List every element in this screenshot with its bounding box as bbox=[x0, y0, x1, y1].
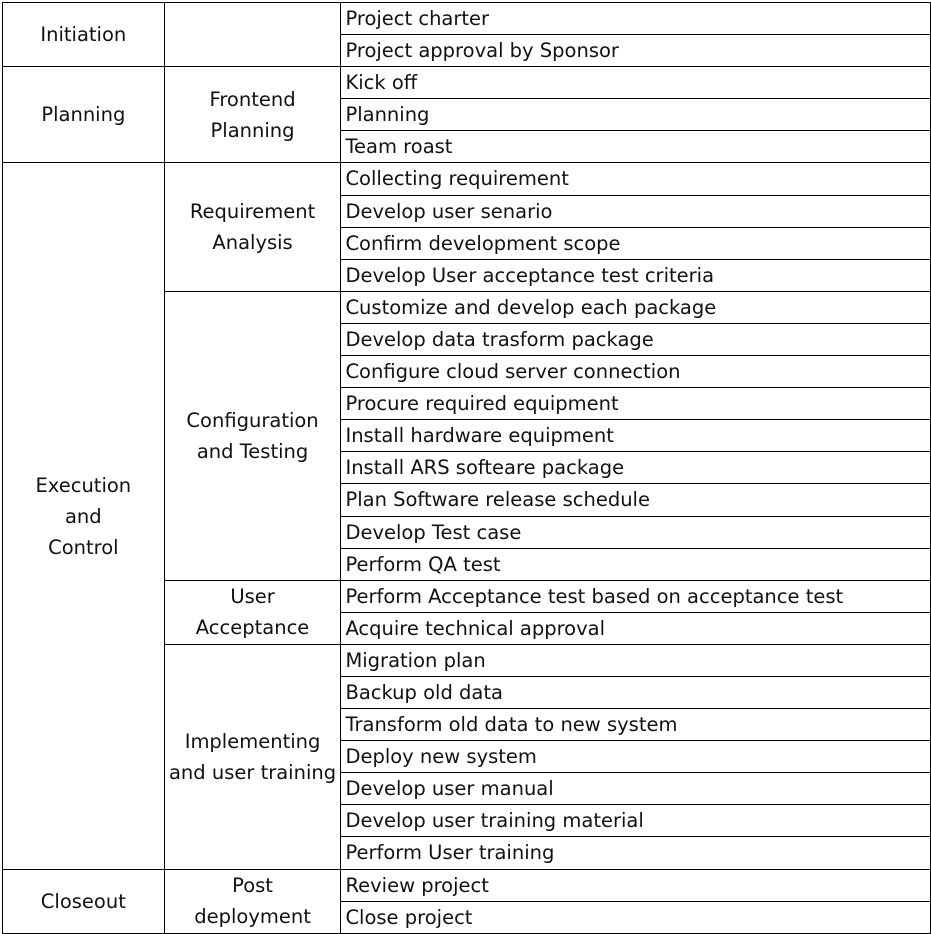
phase-name-line: and bbox=[64, 504, 102, 528]
task-cell: Configure cloud server connection bbox=[341, 356, 931, 388]
subphase-cell bbox=[164, 291, 341, 580]
task-cell: Perform QA test bbox=[341, 548, 931, 580]
task-cell: Planning bbox=[341, 99, 931, 131]
task-cell: Collecting requirement bbox=[341, 163, 931, 195]
subphase-name-line: Requirement bbox=[189, 200, 316, 224]
phase-name-line: Planning bbox=[41, 103, 126, 127]
subphase-cell bbox=[164, 644, 341, 869]
table-row bbox=[3, 163, 931, 195]
task-cell: Install hardware equipment bbox=[341, 420, 931, 452]
subphase-cell bbox=[164, 67, 341, 163]
phase-cell bbox=[3, 67, 165, 163]
task-cell: Perform User training bbox=[341, 837, 931, 869]
task-cell: Deploy new system bbox=[341, 741, 931, 773]
subphase-cell bbox=[164, 869, 341, 933]
subphase-name-line: Implementing bbox=[184, 729, 321, 753]
task-cell: Close project bbox=[341, 901, 931, 933]
subphase-cell bbox=[164, 580, 341, 644]
task-cell: Develop data trasform package bbox=[341, 323, 931, 355]
task-cell: Develop user manual bbox=[341, 773, 931, 805]
task-cell: Install ARS softeare package bbox=[341, 452, 931, 484]
subphase-name-line: User bbox=[230, 585, 275, 609]
phase-name-line: Execution bbox=[35, 473, 132, 497]
task-cell: Review project bbox=[341, 869, 931, 901]
subphase-cell bbox=[164, 3, 341, 67]
subphase-name-line: Frontend bbox=[209, 87, 296, 111]
task-cell: Develop user training material bbox=[341, 805, 931, 837]
subphase-name-line: and user training bbox=[168, 760, 337, 784]
phase-cell bbox=[3, 3, 165, 67]
task-cell: Plan Software release schedule bbox=[341, 484, 931, 516]
task-cell: Perform Acceptance test based on acceptance test bbox=[341, 580, 931, 612]
phase-name-line: Initiation bbox=[40, 23, 127, 47]
task-cell: Backup old data bbox=[341, 676, 931, 708]
subphase-name-line: Post bbox=[232, 874, 273, 898]
task-cell: Procure required equipment bbox=[341, 388, 931, 420]
task-cell: Develop Test case bbox=[341, 516, 931, 548]
task-cell: Acquire technical approval bbox=[341, 612, 931, 644]
table-row bbox=[3, 869, 931, 901]
task-cell: Project charter bbox=[341, 3, 931, 35]
phase-cell bbox=[3, 163, 165, 869]
subphase-cell bbox=[164, 163, 341, 291]
subphase-name-line: Analysis bbox=[212, 231, 293, 255]
task-cell: Develop User acceptance test criteria bbox=[341, 259, 931, 291]
phase-cell bbox=[3, 869, 165, 933]
task-cell: Transform old data to new system bbox=[341, 709, 931, 741]
task-cell: Migration plan bbox=[341, 644, 931, 676]
task-cell: Confirm development scope bbox=[341, 227, 931, 259]
subphase-name-line: Acceptance bbox=[195, 616, 310, 640]
task-cell: Develop user senario bbox=[341, 195, 931, 227]
subphase-name-line: and Testing bbox=[196, 439, 309, 463]
phase-name-line: Control bbox=[48, 535, 119, 559]
subphase-name-line: deployment bbox=[194, 905, 311, 929]
project-phase-table bbox=[2, 2, 931, 934]
table-body bbox=[3, 3, 931, 934]
table-row bbox=[3, 3, 931, 35]
table-row bbox=[3, 67, 931, 99]
task-cell: Kick off bbox=[341, 67, 931, 99]
phase-name-line: Closeout bbox=[40, 889, 126, 913]
task-cell: Project approval by Sponsor bbox=[341, 35, 931, 67]
task-cell: Customize and develop each package bbox=[341, 291, 931, 323]
subphase-name-line: Configuration bbox=[186, 408, 319, 432]
subphase-name-line: Planning bbox=[210, 118, 295, 142]
task-cell: Team roast bbox=[341, 131, 931, 163]
